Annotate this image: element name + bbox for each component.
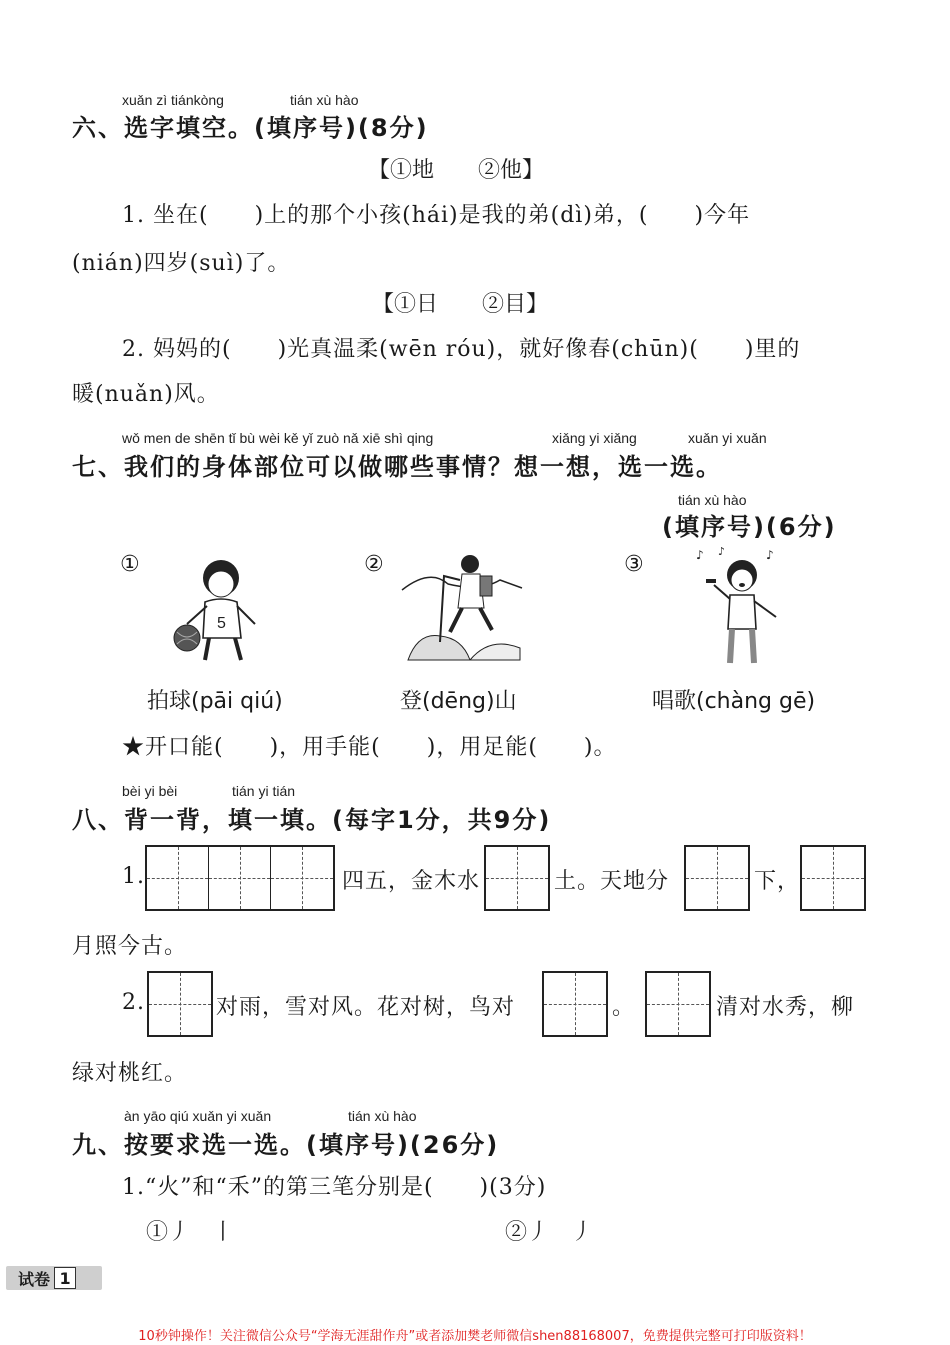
- section-9-title: 九、按要求选一选。(填序号)(26分): [72, 1131, 500, 1159]
- answer-grid[interactable]: [542, 971, 608, 1037]
- page-badge: [6, 1266, 102, 1290]
- section-8-title: 八、背一背，填一填。(每字1分，共9分): [72, 806, 552, 834]
- answer-cell[interactable]: [147, 847, 209, 909]
- pinyin-annotation: xiǎng yi xiǎng: [552, 430, 637, 446]
- page-badge-label: 试卷: [18, 1269, 51, 1289]
- answer-cell[interactable]: [647, 973, 709, 1035]
- pinyin-annotation: wǒ men de shēn tǐ bù wèi kě yǐ zuò nǎ xiē shì qing: [122, 430, 434, 446]
- footer-promo-text: 10秒钟操作！关注微信公众号“学海无涯甜作舟”或者添加樊老师微信shen88168007，免费提供完整可打印版资料！: [138, 1329, 812, 1344]
- answer-cell[interactable]: [271, 847, 333, 909]
- question-number: 2.: [122, 990, 145, 1015]
- pinyin-annotation: bèi yi bèi: [122, 783, 178, 799]
- section-7-title: 七、我们的身体部位可以做哪些事情？想一想，选一选。: [72, 453, 722, 481]
- question-text: 暖(nuǎn)风。: [72, 382, 220, 407]
- answer-grid[interactable]: [800, 845, 866, 911]
- pinyin-annotation: tián yi tián: [232, 783, 296, 799]
- pinyin-annotation: tián xù hào: [290, 92, 359, 108]
- pinyin-annotation: xuǎn zì tiánkòng: [122, 92, 224, 108]
- question-text: 对雨，雪对风。花对树，鸟对: [216, 995, 516, 1020]
- question-text: ★开口能( )，用手能( )，用足能( )。: [122, 735, 617, 760]
- question-text: 1.“火”和“禾”的第三笔分别是( )(3分): [122, 1175, 547, 1200]
- section-6-title: 六、选字填空。(填序号)(8分): [72, 114, 429, 142]
- item-label: 登(dēng)山: [400, 689, 517, 714]
- answer-cell[interactable]: [802, 847, 864, 909]
- svg-text:♪: ♪: [718, 545, 726, 558]
- pinyin-annotation: xuǎn yi xuǎn: [688, 430, 767, 446]
- question-text: 。: [612, 995, 636, 1020]
- answer-grid[interactable]: [645, 971, 711, 1037]
- answer-cell[interactable]: [486, 847, 548, 909]
- boy-singing-illustration: [690, 545, 790, 670]
- answer-cell[interactable]: [686, 847, 748, 909]
- item-label: 拍球(pāi qiú): [147, 689, 283, 714]
- item-number: ②: [364, 552, 384, 577]
- section-7-title-tail: (填序号)(6分): [662, 513, 837, 541]
- answer-cell[interactable]: [209, 847, 271, 909]
- question-number: 1.: [122, 864, 145, 889]
- question-text: 四五，金木水: [342, 869, 481, 894]
- pinyin-annotation: tián xù hào: [348, 1108, 417, 1124]
- item-number: ①: [120, 552, 140, 577]
- answer-cell[interactable]: [149, 973, 211, 1035]
- answer-grid[interactable]: [147, 971, 213, 1037]
- options-line: 【①日 ②目】: [372, 292, 549, 317]
- answer-grid[interactable]: [684, 845, 750, 911]
- item-label: 唱歌(chàng gē): [652, 689, 816, 714]
- boy-bouncing-ball-illustration: [165, 552, 275, 667]
- question-text: 月照今古。: [72, 934, 188, 959]
- pinyin-annotation: àn yāo qiú xuǎn yi xuǎn: [124, 1108, 272, 1124]
- question-text: 绿对桃红。: [72, 1061, 188, 1086]
- question-text: 2. 妈妈的( )光真温柔(wēn róu)，就好像春(chūn)( )里的: [122, 337, 801, 362]
- answer-cell[interactable]: [544, 973, 606, 1035]
- girl-climbing-mountain-illustration: [400, 552, 525, 667]
- question-text: 土。天地分: [554, 869, 670, 894]
- question-text: 1. 坐在( )上的那个小孩(hái)是我的弟(dì)弟，( )今年: [122, 203, 751, 228]
- options-line: 【①地 ②他】: [368, 158, 545, 183]
- answer-option: ②丿 丿: [505, 1220, 594, 1245]
- svg-text:♪: ♪: [696, 548, 704, 562]
- question-text: 下，: [754, 869, 801, 894]
- item-number: ③: [624, 552, 644, 577]
- svg-text:♪: ♪: [766, 548, 774, 562]
- answer-grid[interactable]: [484, 845, 550, 911]
- svg-text:5: 5: [217, 615, 226, 632]
- pinyin-annotation: tián xù hào: [678, 492, 747, 508]
- question-text: 清对水秀，柳: [716, 995, 855, 1020]
- question-text: (nián)四岁(suì)了。: [72, 251, 291, 276]
- answer-grid[interactable]: [145, 845, 335, 911]
- answer-option: ①丿 丨: [146, 1220, 235, 1245]
- page-badge-number: 1: [54, 1267, 76, 1289]
